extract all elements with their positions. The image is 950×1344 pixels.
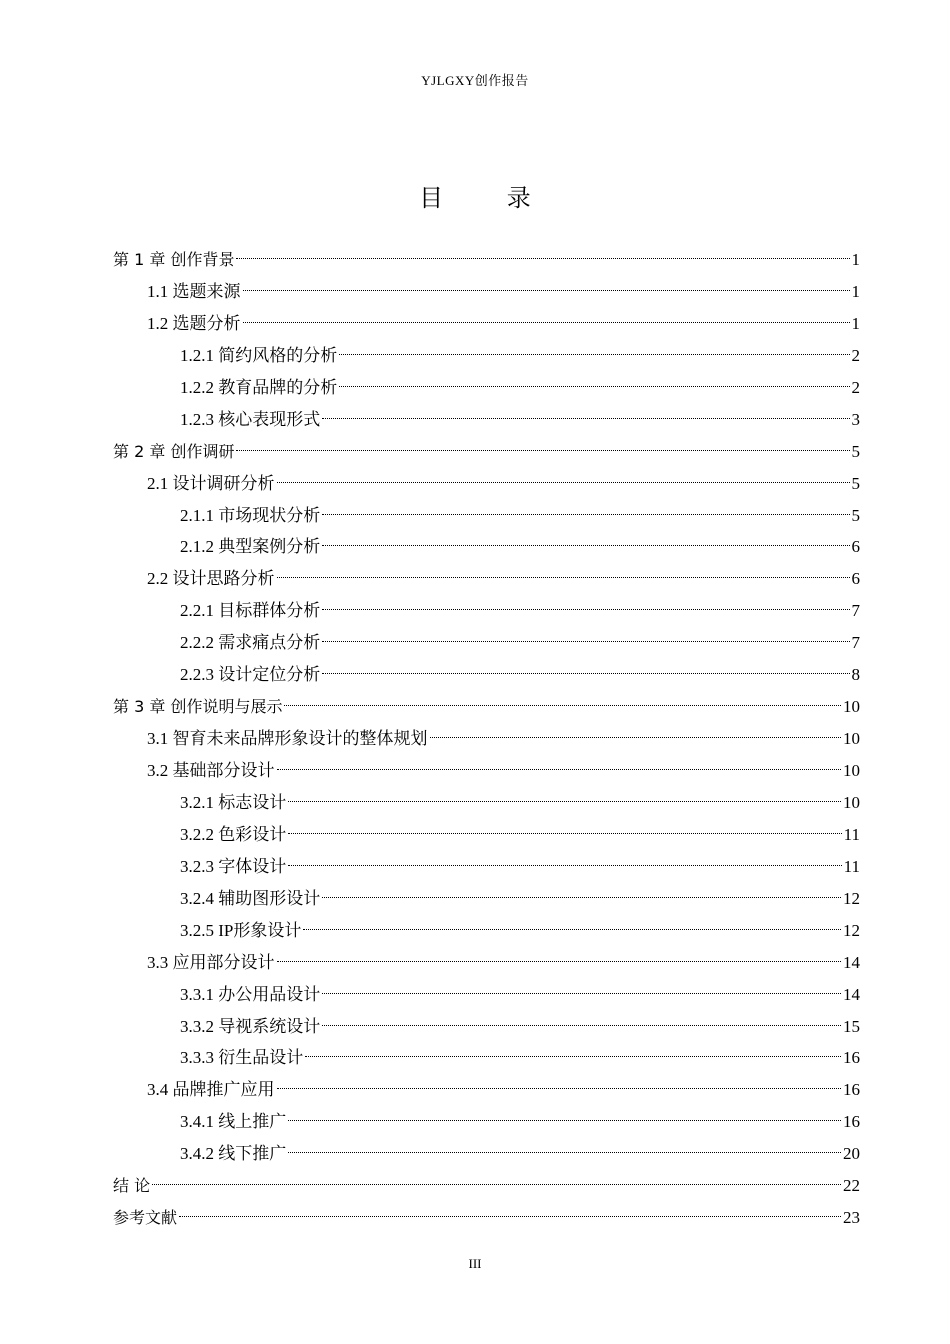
toc-entry-page-number: 1 (851, 313, 860, 333)
toc-entry-page-number: 14 (843, 952, 860, 972)
toc-entry-label: 3.2.2 色彩设计 (180, 824, 287, 844)
toc-entry-page-number: 16 (843, 1048, 860, 1068)
dot-leader (322, 1005, 841, 1026)
toc-entry-label: 第 1 章 创作背景 (113, 250, 235, 269)
dot-leader (322, 494, 849, 515)
toc-entry-label: 3.3 应用部分设计 (147, 952, 275, 972)
toc-entry-label: 3.2.4 辅助图形设计 (180, 888, 321, 908)
dot-leader (277, 557, 850, 578)
toc-entry-page-number: 16 (843, 1112, 860, 1132)
toc-entry-page-number: 5 (851, 441, 860, 461)
toc-entry-page-number: 2 (851, 345, 860, 365)
toc-entry-page-number: 8 (851, 665, 860, 685)
toc-entry-label: 3.3.1 办公用品设计 (180, 984, 321, 1004)
toc-entry-label: 1.2.1 简约风格的分析 (180, 345, 338, 365)
toc-entry-page-number: 1 (851, 281, 860, 301)
dot-leader (339, 334, 849, 355)
toc-entry-label: 3.4.1 线上推广 (180, 1112, 287, 1132)
toc-title: 目 录 (419, 184, 559, 212)
toc-entry-label: 2.2 设计思路分析 (147, 569, 275, 589)
toc-entry-page-number: 23 (843, 1208, 860, 1228)
toc-entry-label: 3.3.3 衍生品设计 (180, 1048, 304, 1068)
dot-leader (243, 302, 850, 323)
toc-entry-label: 1.2.3 核心表现形式 (180, 409, 321, 429)
dot-leader (284, 685, 841, 706)
dot-leader (236, 238, 849, 259)
dot-leader (277, 1068, 842, 1089)
dot-leader (322, 653, 849, 674)
toc-entry-label: 第 2 章 创作调研 (113, 441, 235, 461)
toc-entry-label: 3.4.2 线下推广 (180, 1144, 287, 1164)
toc-entry-page-number: 12 (843, 888, 860, 908)
dot-leader (288, 1132, 841, 1153)
page-number: III (468, 1256, 482, 1271)
toc-entry-page-number: 6 (851, 537, 860, 557)
dot-leader (179, 1196, 841, 1217)
toc-entry-page-number: 11 (843, 856, 860, 876)
toc-entry-label: 参考文献 (113, 1208, 178, 1228)
toc-entry-page-number: 5 (851, 505, 860, 525)
toc-entry-label: 1.2 选题分析 (147, 313, 241, 333)
toc-entry-label: 第 3 章 创作说明与展示 (113, 697, 283, 717)
toc-entry-label: 结 论 (113, 1176, 151, 1196)
toc-entry-label: 2.2.3 设计定位分析 (180, 665, 321, 685)
dot-leader (322, 525, 849, 546)
dot-leader (305, 1036, 841, 1057)
toc-entry-page-number: 11 (843, 824, 860, 844)
toc-entry-label: 1.1 选题来源 (147, 281, 241, 301)
dot-leader (288, 1100, 841, 1121)
toc-entry-page-number: 14 (843, 984, 860, 1004)
toc-entry-page-number: 22 (843, 1176, 860, 1196)
toc-entry-page-number: 20 (843, 1144, 860, 1164)
dot-leader (430, 717, 842, 738)
dot-leader (243, 270, 850, 291)
toc-entry-page-number: 15 (843, 1016, 860, 1036)
table-of-contents (113, 244, 860, 1234)
toc-entry-label: 3.1 智育未来品牌形象设计的整体规划 (147, 729, 428, 749)
dot-leader (277, 749, 842, 770)
toc-entry-page-number: 10 (843, 761, 860, 780)
toc-entry-label: 3.2.3 字体设计 (180, 856, 287, 876)
dot-leader (322, 398, 849, 419)
toc-entry-label: 3.3.2 导视系统设计 (180, 1016, 321, 1036)
dot-leader (288, 813, 841, 834)
toc-entry-page-number: 7 (851, 601, 860, 621)
toc-entry-page-number: 7 (851, 633, 860, 653)
toc-entry-page-number: 3 (851, 409, 860, 429)
dot-leader (303, 909, 841, 930)
dot-leader (152, 1164, 841, 1185)
dot-leader (322, 621, 849, 642)
dot-leader (277, 941, 842, 962)
toc-entry-page-number: 1 (851, 250, 860, 269)
dot-leader (288, 781, 841, 802)
dot-leader (236, 430, 849, 451)
toc-entry-page-number: 10 (843, 729, 860, 749)
dot-leader (288, 845, 841, 866)
running-header: YJLGXY创作报告 (421, 73, 529, 88)
toc-entry-label: 3.2.1 标志设计 (180, 792, 287, 812)
toc-entry-label: 2.1.1 市场现状分析 (180, 505, 321, 525)
toc-entry-page-number: 2 (851, 377, 860, 397)
dot-leader (277, 462, 850, 483)
toc-entry-label: 2.1.2 典型案例分析 (180, 537, 321, 557)
toc-entry-page-number: 10 (843, 697, 860, 717)
toc-entry-page-number: 10 (843, 792, 860, 812)
toc-entry-label: 3.2 基础部分设计 (147, 761, 275, 780)
toc-entry-page-number: 12 (843, 920, 860, 940)
toc-entry-label: 3.4 品牌推广应用 (147, 1080, 275, 1100)
toc-entry-page-number: 6 (851, 569, 860, 589)
toc-entry[interactable] (113, 1202, 860, 1234)
toc-entry-label: 1.2.2 教育品牌的分析 (180, 377, 338, 397)
dot-leader (322, 973, 841, 994)
dot-leader (322, 877, 841, 898)
toc-entry-page-number: 16 (843, 1080, 860, 1100)
toc-entry-label: 2.1 设计调研分析 (147, 473, 275, 493)
dot-leader (322, 589, 849, 610)
toc-entry-label: 3.2.5 IP形象设计 (180, 920, 302, 940)
toc-entry-label: 2.2.2 需求痛点分析 (180, 633, 321, 653)
dot-leader (339, 366, 849, 387)
toc-entry-label: 2.2.1 目标群体分析 (180, 601, 321, 621)
toc-entry-page-number: 5 (851, 473, 860, 493)
